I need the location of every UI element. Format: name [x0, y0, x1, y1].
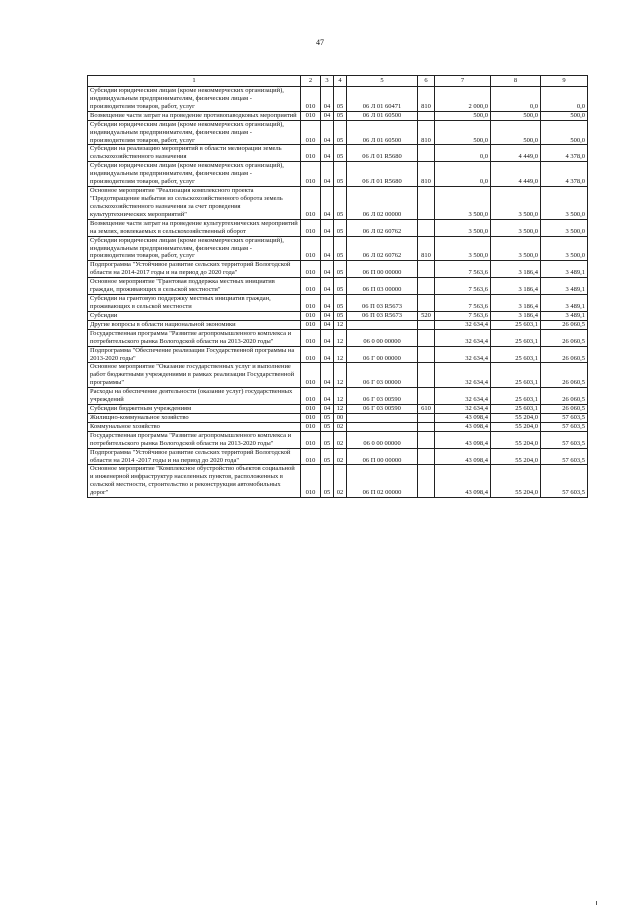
- row-value-cell: 0,0: [435, 162, 491, 187]
- row-value-cell: 06 0 00 00000: [347, 329, 418, 346]
- row-value-cell: 810: [418, 162, 435, 187]
- row-value-cell: 4 378,0: [541, 145, 588, 162]
- row-value-cell: 3 489,1: [541, 311, 588, 320]
- row-value-cell: 2 000,0: [435, 87, 491, 112]
- table-row: [88, 431, 588, 448]
- row-value-cell: 010: [301, 388, 321, 405]
- row-value-cell: 04: [321, 405, 334, 414]
- row-value-cell: 810: [418, 87, 435, 112]
- row-name-cell: Субсидии юридическим лицам (кроме некоммерческих организаций), индивидуальным предпринимателям, физическим лицам - производителям товаров, работ, услуг: [88, 236, 301, 261]
- row-name-cell: Государственная программа "Развитие агропромышленного комплекса и потребительского рынка Вологодской области на 2013-2020 годы": [88, 329, 301, 346]
- row-value-cell: [418, 465, 435, 498]
- row-name-cell: Основное мероприятие "Комплексное обустройство объектов социальной и инженерной инфраструктур населенных пунктов, расположенных в сельской местности, строительство и реконструкция автомобильных дорог": [88, 465, 301, 498]
- table-row: [88, 465, 588, 498]
- row-value-cell: 010: [301, 311, 321, 320]
- row-value-cell: 3 500,0: [541, 236, 588, 261]
- table-row: [88, 111, 588, 120]
- row-value-cell: 04: [321, 145, 334, 162]
- row-value-cell: 04: [321, 261, 334, 278]
- row-value-cell: 12: [334, 329, 347, 346]
- row-value-cell: 02: [334, 448, 347, 465]
- column-header: 5: [347, 76, 418, 87]
- row-value-cell: 25 603,1: [491, 363, 541, 388]
- row-value-cell: 04: [321, 329, 334, 346]
- row-value-cell: 05: [334, 261, 347, 278]
- column-header: 4: [334, 76, 347, 87]
- row-value-cell: 3 500,0: [541, 187, 588, 220]
- row-value-cell: 04: [321, 295, 334, 312]
- row-value-cell: 02: [334, 465, 347, 498]
- column-header: 8: [491, 76, 541, 87]
- row-value-cell: 06 Л 02 60762: [347, 219, 418, 236]
- row-value-cell: 06 Л 01 60500: [347, 120, 418, 145]
- scan-mark: [596, 901, 597, 905]
- row-value-cell: 010: [301, 120, 321, 145]
- row-value-cell: 06 Л 01 60500: [347, 111, 418, 120]
- row-value-cell: 010: [301, 422, 321, 431]
- table-row: [88, 219, 588, 236]
- row-value-cell: 43 098,4: [435, 448, 491, 465]
- row-value-cell: 26 060,5: [541, 405, 588, 414]
- row-value-cell: 05: [334, 120, 347, 145]
- row-value-cell: 55 204,0: [491, 413, 541, 422]
- row-value-cell: 43 098,4: [435, 422, 491, 431]
- budget-table: [87, 75, 588, 498]
- row-name-cell: Субсидии: [88, 311, 301, 320]
- column-header: 9: [541, 76, 588, 87]
- row-value-cell: 26 060,5: [541, 329, 588, 346]
- row-value-cell: 05: [334, 236, 347, 261]
- row-name-cell: Подпрограмма "Устойчивое развитие сельских территорий Вологодской области на 2014 -2017 годы и на период до 2020 года": [88, 448, 301, 465]
- row-value-cell: 010: [301, 363, 321, 388]
- table-row: [88, 448, 588, 465]
- row-value-cell: 26 060,5: [541, 363, 588, 388]
- page-number: 47: [316, 38, 324, 47]
- row-value-cell: [418, 431, 435, 448]
- row-value-cell: 32 634,4: [435, 405, 491, 414]
- row-value-cell: 57 603,5: [541, 422, 588, 431]
- row-value-cell: 04: [321, 278, 334, 295]
- row-value-cell: 810: [418, 120, 435, 145]
- row-value-cell: 43 098,4: [435, 431, 491, 448]
- row-value-cell: 12: [334, 346, 347, 363]
- row-value-cell: 05: [321, 465, 334, 498]
- row-value-cell: [418, 111, 435, 120]
- row-value-cell: 55 204,0: [491, 431, 541, 448]
- row-name-cell: Субсидии бюджетным учреждениям: [88, 405, 301, 414]
- row-value-cell: 05: [334, 311, 347, 320]
- table-row: [88, 87, 588, 112]
- row-value-cell: 04: [321, 236, 334, 261]
- table-row: [88, 187, 588, 220]
- row-value-cell: 25 603,1: [491, 405, 541, 414]
- row-value-cell: 26 060,5: [541, 320, 588, 329]
- row-value-cell: 0,0: [435, 145, 491, 162]
- row-value-cell: 32 634,4: [435, 329, 491, 346]
- table-row: [88, 295, 588, 312]
- row-value-cell: 32 634,4: [435, 388, 491, 405]
- table-row: [88, 236, 588, 261]
- row-value-cell: 06 Г 03 00590: [347, 405, 418, 414]
- row-value-cell: 05: [334, 278, 347, 295]
- row-value-cell: 05: [321, 422, 334, 431]
- row-value-cell: 04: [321, 87, 334, 112]
- row-name-cell: Основное мероприятие "Оказание государственных услуг и выполнение работ бюджетными учреждениями в рамках реализации Государственной программы": [88, 363, 301, 388]
- row-value-cell: 010: [301, 295, 321, 312]
- row-value-cell: 05: [334, 145, 347, 162]
- row-value-cell: 500,0: [435, 111, 491, 120]
- row-value-cell: 3 500,0: [491, 219, 541, 236]
- table-row: [88, 162, 588, 187]
- row-name-cell: Расходы на обеспечение деятельности (оказание услуг) государственных учреждений: [88, 388, 301, 405]
- row-value-cell: 3 489,1: [541, 278, 588, 295]
- row-value-cell: 05: [321, 413, 334, 422]
- table-row: [88, 261, 588, 278]
- row-name-cell: Коммунальное хозяйство: [88, 422, 301, 431]
- table-row: [88, 422, 588, 431]
- row-value-cell: [418, 278, 435, 295]
- row-value-cell: 520: [418, 311, 435, 320]
- row-name-cell: Жилищно-коммунальное хозяйство: [88, 413, 301, 422]
- table-row: [88, 320, 588, 329]
- row-value-cell: 05: [334, 295, 347, 312]
- row-value-cell: 32 634,4: [435, 320, 491, 329]
- row-value-cell: 810: [418, 236, 435, 261]
- column-header: 2: [301, 76, 321, 87]
- row-value-cell: 04: [321, 162, 334, 187]
- row-value-cell: 06 П 03 R5673: [347, 295, 418, 312]
- row-name-cell: Возмещение части затрат на проведение противопаводковых мероприятий: [88, 111, 301, 120]
- row-value-cell: 010: [301, 162, 321, 187]
- row-value-cell: [418, 388, 435, 405]
- row-value-cell: 010: [301, 219, 321, 236]
- row-value-cell: 06 Г 03 00590: [347, 388, 418, 405]
- row-name-cell: Основное мероприятие "Реализация комплексного проекта "Предотвращение выбытия из сельскохозяйственного оборота земель сельскохозяйственного назначения за счет проведения культуртехнических мероприятий": [88, 187, 301, 220]
- row-value-cell: 06 П 03 00000: [347, 278, 418, 295]
- row-value-cell: 12: [334, 388, 347, 405]
- row-value-cell: 06 0 00 00000: [347, 431, 418, 448]
- row-value-cell: 25 603,1: [491, 346, 541, 363]
- row-value-cell: 06 Г 00 00000: [347, 346, 418, 363]
- row-value-cell: 55 204,0: [491, 422, 541, 431]
- row-value-cell: 7 563,6: [435, 261, 491, 278]
- row-value-cell: 010: [301, 405, 321, 414]
- table-body: [88, 87, 588, 498]
- row-value-cell: 4 449,0: [491, 145, 541, 162]
- row-value-cell: 500,0: [541, 120, 588, 145]
- row-value-cell: 4 378,0: [541, 162, 588, 187]
- row-value-cell: [418, 261, 435, 278]
- row-name-cell: Субсидии юридическим лицам (кроме некоммерческих организаций), индивидуальным предпринимателям, физическим лицам - производителям товаров, работ, услуг: [88, 120, 301, 145]
- row-value-cell: 04: [321, 219, 334, 236]
- row-value-cell: [418, 329, 435, 346]
- row-value-cell: 4 449,0: [491, 162, 541, 187]
- row-value-cell: 43 098,4: [435, 465, 491, 498]
- row-value-cell: 7 563,6: [435, 278, 491, 295]
- row-name-cell: Субсидии юридическим лицам (кроме некоммерческих организаций), индивидуальным предпринимателям, физическим лицам - производителям товаров, работ, услуг: [88, 87, 301, 112]
- row-value-cell: 06 Г 03 00000: [347, 363, 418, 388]
- row-name-cell: Подпрограмма "Устойчивое развитие сельских территорий Вологодской области на 2014-2017 годы и на период до 2020 года": [88, 261, 301, 278]
- row-value-cell: 00: [334, 413, 347, 422]
- row-value-cell: [347, 422, 418, 431]
- row-value-cell: 3 500,0: [435, 219, 491, 236]
- row-value-cell: 7 563,6: [435, 295, 491, 312]
- row-value-cell: 010: [301, 261, 321, 278]
- row-value-cell: 3 186,4: [491, 278, 541, 295]
- row-value-cell: 3 500,0: [435, 187, 491, 220]
- row-value-cell: 3 500,0: [541, 219, 588, 236]
- row-value-cell: 010: [301, 465, 321, 498]
- row-value-cell: 010: [301, 111, 321, 120]
- row-value-cell: 02: [334, 422, 347, 431]
- row-value-cell: 010: [301, 187, 321, 220]
- row-value-cell: 06 Л 01 60471: [347, 87, 418, 112]
- table-row: [88, 363, 588, 388]
- row-value-cell: 010: [301, 145, 321, 162]
- row-value-cell: [418, 320, 435, 329]
- row-value-cell: 500,0: [491, 120, 541, 145]
- row-value-cell: 010: [301, 320, 321, 329]
- row-value-cell: 55 204,0: [491, 465, 541, 498]
- row-name-cell: Государственная программа "Развитие агропромышленного комплекса и потребительского рынка Вологодской области на 2013-2020 годы": [88, 431, 301, 448]
- row-value-cell: 06 П 00 00000: [347, 448, 418, 465]
- column-header: 7: [435, 76, 491, 87]
- row-value-cell: 7 563,6: [435, 311, 491, 320]
- row-name-cell: Другие вопросы в области национальной экономики: [88, 320, 301, 329]
- row-value-cell: 05: [321, 431, 334, 448]
- row-value-cell: 05: [334, 162, 347, 187]
- row-value-cell: 010: [301, 431, 321, 448]
- row-value-cell: 010: [301, 413, 321, 422]
- row-value-cell: 25 603,1: [491, 329, 541, 346]
- row-value-cell: 06 П 02 00000: [347, 465, 418, 498]
- row-value-cell: [418, 187, 435, 220]
- row-value-cell: 0,0: [541, 87, 588, 112]
- row-value-cell: 05: [334, 111, 347, 120]
- table-row: [88, 405, 588, 414]
- row-value-cell: [418, 346, 435, 363]
- table-row: [88, 388, 588, 405]
- row-value-cell: 0,0: [491, 87, 541, 112]
- row-value-cell: 06 Л 01 R5680: [347, 162, 418, 187]
- row-value-cell: 06 П 03 R5673: [347, 311, 418, 320]
- row-value-cell: 55 204,0: [491, 448, 541, 465]
- row-value-cell: 3 186,4: [491, 295, 541, 312]
- row-value-cell: 04: [321, 363, 334, 388]
- row-value-cell: 05: [334, 187, 347, 220]
- row-value-cell: 06 Л 02 60762: [347, 236, 418, 261]
- table-row: [88, 346, 588, 363]
- row-value-cell: 04: [321, 311, 334, 320]
- row-name-cell: Основное мероприятие "Грантовая поддержка местных инициатив граждан, проживающих в сельской местности": [88, 278, 301, 295]
- row-value-cell: 25 603,1: [491, 320, 541, 329]
- column-header: 1: [88, 76, 301, 87]
- row-value-cell: 32 634,4: [435, 363, 491, 388]
- row-value-cell: 12: [334, 363, 347, 388]
- row-value-cell: 04: [321, 388, 334, 405]
- header-row: [88, 76, 588, 87]
- table-row: [88, 413, 588, 422]
- row-value-cell: [418, 448, 435, 465]
- row-value-cell: 3 500,0: [491, 236, 541, 261]
- row-value-cell: [418, 219, 435, 236]
- row-value-cell: 32 634,4: [435, 346, 491, 363]
- row-value-cell: 25 603,1: [491, 388, 541, 405]
- table-row: [88, 145, 588, 162]
- row-value-cell: 26 060,5: [541, 346, 588, 363]
- row-value-cell: [418, 295, 435, 312]
- row-name-cell: Субсидии юридическим лицам (кроме некоммерческих организаций), индивидуальным предпринимателям, физическим лицам - производителям товаров, работ, услуг: [88, 162, 301, 187]
- row-value-cell: 04: [321, 120, 334, 145]
- table-row: [88, 120, 588, 145]
- row-value-cell: [418, 363, 435, 388]
- row-name-cell: Субсидии на реализацию мероприятий в области мелиорации земель сельскохозяйственного назначения: [88, 145, 301, 162]
- row-value-cell: 010: [301, 448, 321, 465]
- row-value-cell: 12: [334, 405, 347, 414]
- row-value-cell: 05: [334, 87, 347, 112]
- row-value-cell: 04: [321, 187, 334, 220]
- row-value-cell: 3 500,0: [435, 236, 491, 261]
- row-value-cell: [347, 413, 418, 422]
- row-value-cell: 500,0: [541, 111, 588, 120]
- row-name-cell: Возмещение части затрат на проведение культуртехнических мероприятий на землях, вовлекаемых в сельскохозяйственный оборот: [88, 219, 301, 236]
- column-header: 3: [321, 76, 334, 87]
- row-name-cell: Субсидии на грантовую поддержку местных инициатив граждан, проживающих в сельской местности: [88, 295, 301, 312]
- row-value-cell: [418, 413, 435, 422]
- row-value-cell: 010: [301, 87, 321, 112]
- row-value-cell: 06 П 00 00000: [347, 261, 418, 278]
- row-value-cell: 3 186,4: [491, 261, 541, 278]
- row-value-cell: 57 603,5: [541, 448, 588, 465]
- row-value-cell: 05: [321, 448, 334, 465]
- row-value-cell: 04: [321, 111, 334, 120]
- row-value-cell: 12: [334, 320, 347, 329]
- row-value-cell: 3 500,0: [491, 187, 541, 220]
- row-value-cell: 05: [334, 219, 347, 236]
- row-value-cell: 43 098,4: [435, 413, 491, 422]
- table-row: [88, 311, 588, 320]
- row-value-cell: 010: [301, 346, 321, 363]
- row-value-cell: 010: [301, 329, 321, 346]
- row-value-cell: 02: [334, 431, 347, 448]
- row-value-cell: 500,0: [491, 111, 541, 120]
- row-value-cell: 06 Л 02 00000: [347, 187, 418, 220]
- row-value-cell: 04: [321, 320, 334, 329]
- table-row: [88, 278, 588, 295]
- row-value-cell: 610: [418, 405, 435, 414]
- row-value-cell: 57 603,5: [541, 413, 588, 422]
- row-value-cell: 3 186,4: [491, 311, 541, 320]
- row-value-cell: 04: [321, 346, 334, 363]
- row-value-cell: 57 603,5: [541, 465, 588, 498]
- row-value-cell: 500,0: [435, 120, 491, 145]
- row-value-cell: 010: [301, 236, 321, 261]
- row-value-cell: [418, 422, 435, 431]
- row-value-cell: 26 060,5: [541, 388, 588, 405]
- row-value-cell: 06 Л 01 R5680: [347, 145, 418, 162]
- table-row: [88, 329, 588, 346]
- row-value-cell: [347, 320, 418, 329]
- row-value-cell: 3 489,1: [541, 261, 588, 278]
- row-value-cell: [418, 145, 435, 162]
- column-header: 6: [418, 76, 435, 87]
- row-name-cell: Подпрограмма "Обеспечение реализации Государственной программы на 2013-2020 годы": [88, 346, 301, 363]
- row-value-cell: 3 489,1: [541, 295, 588, 312]
- row-value-cell: 010: [301, 278, 321, 295]
- row-value-cell: 57 603,5: [541, 431, 588, 448]
